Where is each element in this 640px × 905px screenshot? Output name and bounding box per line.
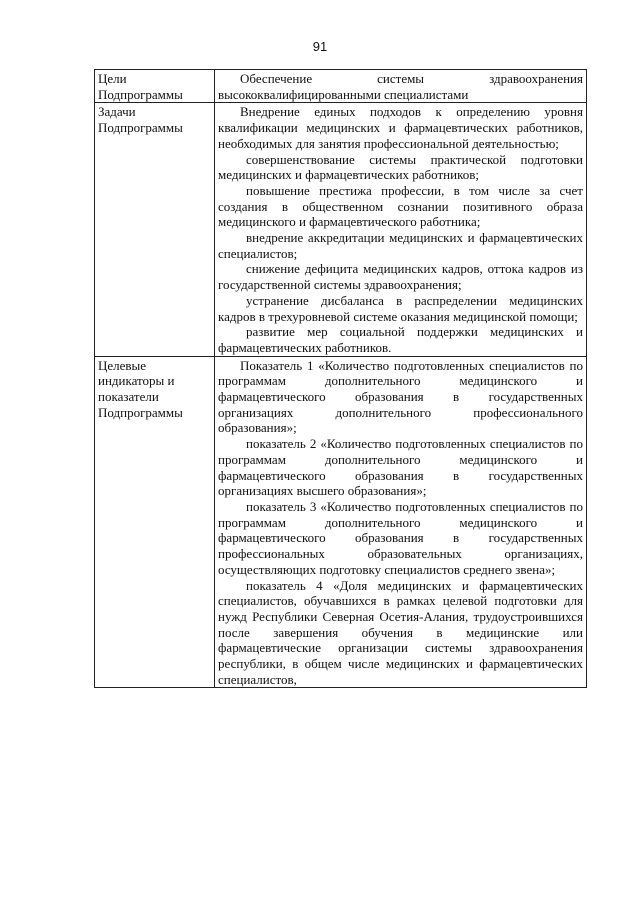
row-content-tasks — [215, 103, 587, 356]
indicator-paragraph-4: показатель 4 «Доля медицинских и фармацевтических специалистов, обучавшихся в рамках целевой подготовки для нужд Республики Северная Осетия-Алания, трудоустроившихся после завершения обучения в медицинские или фармацевтические организации системы здравоохранения республики, в общем числе медицинских и фармацевтических специалистов, — [218, 577, 583, 687]
row-label-indicators: Целевые индикаторы и показатели Подпрограммы — [95, 356, 215, 688]
indicator-paragraph-3: показатель 3 «Количество подготовленных специалистов по программам дополнительного медицинского и фармацевтического образования в государственных профессиональных образовательных организациях, осуществляющих подготовку специалистов среднего звена»; — [218, 498, 583, 577]
row-content-indicators — [215, 356, 587, 688]
table-row-tasks — [95, 103, 587, 356]
task-paragraph-7: развитие мер социальной поддержки медицинских и фармацевтических работников. — [218, 324, 583, 355]
row-label-tasks: Задачи Подпрограммы — [95, 103, 215, 356]
task-paragraph-1: Внедрение единых подходов к определению уровня квалификации медицинских и фармацевтических работников, необходимых для занятия профессиональной деятельностью; — [218, 104, 583, 151]
subprogram-passport-table — [94, 69, 587, 688]
task-paragraph-5: снижение дефицита медицинских кадров, оттока кадров из государственной системы здравоохранения; — [218, 261, 583, 293]
page-number: 91 — [312, 39, 328, 54]
table-row-goals — [95, 70, 587, 103]
row-label-goals: Цели Подпрограммы — [95, 70, 215, 103]
task-paragraph-4: внедрение аккредитации медицинских и фармацевтических специалистов; — [218, 230, 583, 261]
task-paragraph-2: совершенствование системы практической подготовки медицинских и фармацевтических работников; — [218, 151, 583, 183]
table-row-indicators — [95, 356, 587, 688]
task-paragraph-3: повышение престижа профессии, в том числе за счет создания в общественном сознании позитивного образа медицинского и фармацевтического работника; — [218, 182, 583, 230]
task-paragraph-6: устранение дисбаланса в распределении медицинских кадров в трехуровневой системе оказания медицинской помощи; — [218, 292, 583, 324]
row-content-goals — [215, 70, 587, 103]
indicator-paragraph-1: Показатель 1 «Количество подготовленных специалистов по программам дополнительного медицинского и фармацевтического образования в государственных организациях дополнительного профессионального образования»; — [218, 357, 583, 436]
indicator-paragraph-2: показатель 2 «Количество подготовленных специалистов по программам дополнительного медицинского и фармацевтического образования в государственных организациях высшего образования»; — [218, 436, 583, 499]
goal-paragraph: Обеспечение системы здравоохранения высококвалифицированными специалистами — [218, 71, 583, 102]
